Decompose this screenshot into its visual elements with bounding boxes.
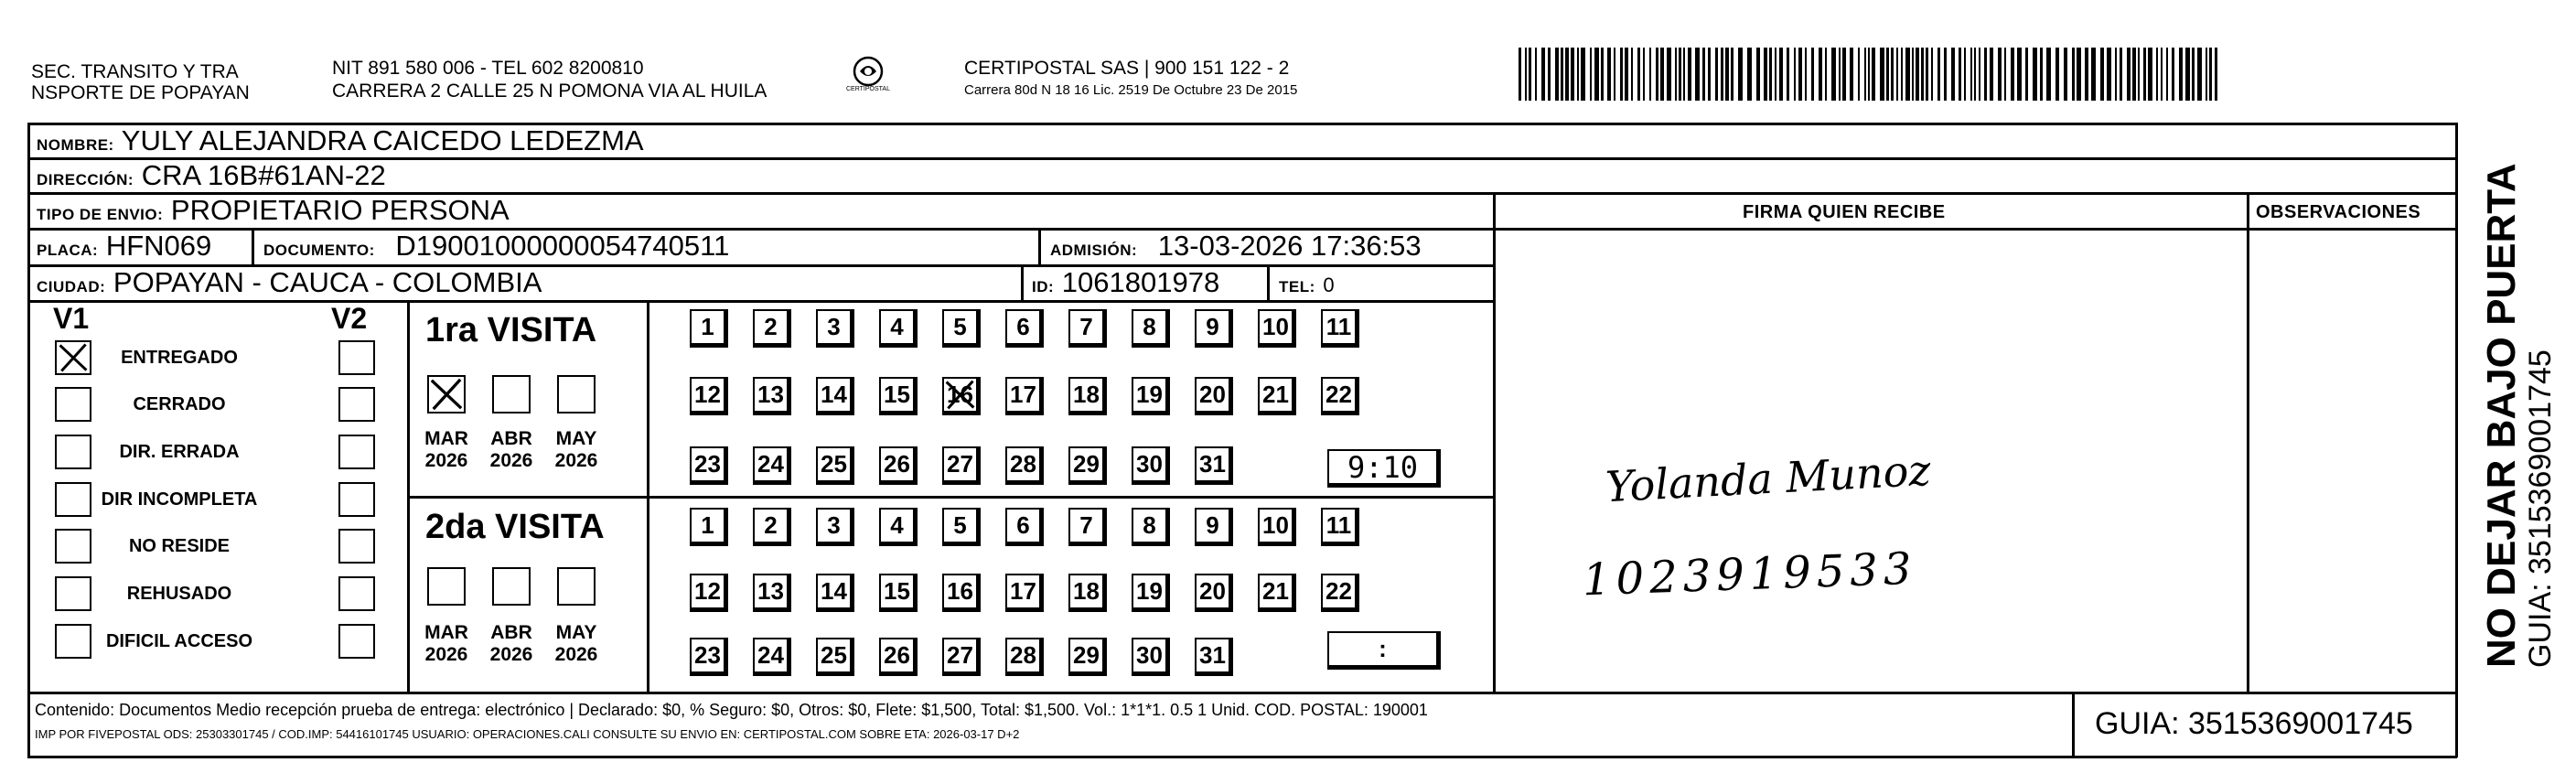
day-number: 19 <box>1136 381 1163 408</box>
id-value: 1061801978 <box>1061 266 1220 298</box>
month-name: MAR <box>424 622 468 643</box>
second-visit-day-24[interactable] <box>753 638 791 676</box>
documento-value: D19001000000054740511 <box>395 230 730 262</box>
day-number: 13 <box>757 381 784 408</box>
first-visit-day-9[interactable] <box>1195 309 1233 348</box>
ciudad-value: POPAYAN - CAUCA - COLOMBIA <box>113 266 542 298</box>
placa-value: HFN069 <box>105 230 212 262</box>
second-visit-day-7[interactable] <box>1068 508 1107 546</box>
first-visit-title: 1ra VISITA <box>425 311 597 349</box>
first-visit-day-10[interactable] <box>1258 309 1296 348</box>
tel-label: TEL: <box>1279 278 1315 295</box>
day-number: 24 <box>757 641 784 669</box>
day-number: 29 <box>1073 450 1100 478</box>
month-name: MAY <box>555 622 597 643</box>
sender-line-1: SEC. TRANSITO Y TRA <box>31 61 239 82</box>
second-visit-day-21[interactable] <box>1258 574 1296 612</box>
v1-checkbox-entregado[interactable] <box>55 340 91 375</box>
first-visit-day-29[interactable] <box>1068 446 1107 485</box>
day-number: 22 <box>1326 381 1352 408</box>
admision-cell <box>1050 230 1422 267</box>
day-number: 10 <box>1262 313 1289 340</box>
v1-checkbox-cerrado[interactable] <box>55 387 91 422</box>
first-visit-day-19[interactable] <box>1132 377 1170 415</box>
status-label-dificil-acceso: DIFICIL ACCESO <box>105 631 252 651</box>
day-number: 17 <box>1010 577 1036 605</box>
month-year: 2026 <box>489 450 533 471</box>
day-number: 1 <box>701 313 714 340</box>
ciudad-label: CIUDAD: <box>37 278 106 295</box>
day-number: 16 <box>947 577 973 605</box>
tipo-label: TIPO DE ENVIO: <box>37 206 164 223</box>
second-visit-month-mar-label <box>417 622 476 666</box>
month-year: 2026 <box>424 644 468 665</box>
day-number: 3 <box>827 313 841 340</box>
day-number: 20 <box>1199 577 1226 605</box>
second-visit-month-abr-label <box>482 622 541 666</box>
status-label-no-reside: NO RESIDE <box>128 536 231 556</box>
day-number: 28 <box>1010 641 1036 669</box>
placa-cell <box>37 230 211 267</box>
day-number: 3 <box>827 511 841 539</box>
day-number: 18 <box>1073 381 1100 408</box>
nombre-value: YULY ALEJANDRA CAICEDO LEDEZMA <box>121 124 644 156</box>
first-visit-day-8[interactable] <box>1132 309 1170 348</box>
month-year: 2026 <box>489 644 533 665</box>
first-visit-day-5[interactable] <box>942 309 981 348</box>
second-visit-day-22[interactable] <box>1321 574 1359 612</box>
day-number: 2 <box>764 313 778 340</box>
side-label <box>2481 163 2558 668</box>
second-visit-month-may-label <box>547 622 606 666</box>
first-visit-day-4[interactable] <box>879 309 918 348</box>
direccion-value: CRA 16B#61AN-22 <box>141 159 386 191</box>
day-number: 4 <box>890 313 904 340</box>
tel-value: 0 <box>1323 274 1335 296</box>
first-visit-day-1[interactable] <box>690 309 728 348</box>
first-visit-time-box[interactable] <box>1327 449 1441 488</box>
day-number: 27 <box>947 641 973 669</box>
month-year: 2026 <box>554 450 598 471</box>
first-visit-month-abr-label <box>482 428 541 472</box>
carrier-line-1: CERTIPOSTAL SAS | 900 151 122 - 2 <box>964 58 1290 79</box>
certipostal-logo <box>842 53 895 97</box>
v2-checkbox-rehusado[interactable] <box>338 576 375 611</box>
second-visit-day-29[interactable] <box>1068 638 1107 676</box>
nit-line-1: NIT 891 580 006 - TEL 602 8200810 <box>332 58 644 79</box>
day-number: 30 <box>1136 450 1163 478</box>
second-visit-day-20[interactable] <box>1195 574 1233 612</box>
second-visit-month-may-checkbox[interactable] <box>557 567 596 606</box>
day-number: 6 <box>1016 511 1030 539</box>
v2-label: V2 <box>331 302 368 335</box>
day-number: 31 <box>1199 641 1226 669</box>
day-number: 12 <box>694 577 721 605</box>
first-visit-day-11[interactable] <box>1321 309 1359 348</box>
footer-print-info: IMP POR FIVEPOSTAL ODS: 25303301745 / COD.IMP: 54416101745 USUARIO: OPERACIONES.CALI CONSULTE SU ENVIO EN: CERTIPOSTAL.COM SOBRE ETA: 2026-03-17 D+2 <box>35 727 1020 741</box>
v2-checkbox-no-reside[interactable] <box>338 529 375 564</box>
second-visit-day-13[interactable] <box>753 574 791 612</box>
first-visit-day-21[interactable] <box>1258 377 1296 415</box>
day-number: 29 <box>1073 641 1100 669</box>
second-visit-day-17[interactable] <box>1005 574 1044 612</box>
second-visit-time-box[interactable] <box>1327 631 1441 670</box>
day-number: 15 <box>884 381 910 408</box>
day-number: 9 <box>1206 511 1219 539</box>
first-visit-month-may-checkbox[interactable] <box>557 375 596 413</box>
month-name: MAY <box>555 428 597 449</box>
day-number: 17 <box>1010 381 1036 408</box>
day-number: 5 <box>953 511 967 539</box>
status-label-cerrado: CERRADO <box>133 394 226 414</box>
footer-guia: GUIA: 3515369001745 <box>2095 706 2413 741</box>
v2-checkbox-dir-incompleta[interactable] <box>338 482 375 517</box>
day-number: 26 <box>884 641 910 669</box>
second-visit-day-12[interactable] <box>690 574 728 612</box>
status-label-dir-incompleta: DIR INCOMPLETA <box>101 489 258 510</box>
second-visit-day-4[interactable] <box>879 508 918 546</box>
first-visit-day-26[interactable] <box>879 446 918 485</box>
first-visit-day-12[interactable] <box>690 377 728 415</box>
day-number: 4 <box>890 511 904 539</box>
day-number: 25 <box>821 450 847 478</box>
first-visit-day-14[interactable] <box>816 377 854 415</box>
second-visit-day-27[interactable] <box>942 638 981 676</box>
second-visit-day-11[interactable] <box>1321 508 1359 546</box>
documento-label: DOCUMENTO: <box>263 242 375 259</box>
signature-number: 1023919533 <box>1582 542 1918 607</box>
first-visit-day-3[interactable] <box>816 309 854 348</box>
second-visit-day-18[interactable] <box>1068 574 1107 612</box>
status-label-rehusado: REHUSADO <box>126 584 232 604</box>
tipo-row <box>37 194 510 231</box>
id-cell <box>1032 266 1219 304</box>
tel-cell <box>1279 266 1335 304</box>
v2-checkbox-cerrado[interactable] <box>338 387 375 422</box>
month-year: 2026 <box>554 644 598 665</box>
second-visit-day-15[interactable] <box>879 574 918 612</box>
second-visit-title: 2da VISITA <box>425 508 605 546</box>
status-label-dir-errada: DIR. ERRADA <box>119 442 240 462</box>
placa-label: PLACA: <box>37 242 99 259</box>
observaciones-header: OBSERVACIONES <box>2256 202 2421 222</box>
day-number: 28 <box>1010 450 1036 478</box>
status-label-entregado: ENTREGADO <box>121 348 238 368</box>
month-name: ABR <box>490 428 532 449</box>
first-visit-day-22[interactable] <box>1321 377 1359 415</box>
admision-label: ADMISIÓN: <box>1050 242 1138 259</box>
signature-name: Yolanda Munoz <box>1604 445 1932 512</box>
second-visit-time: : <box>1379 635 1387 662</box>
second-visit-day-5[interactable] <box>942 508 981 546</box>
first-visit-day-30[interactable] <box>1132 446 1170 485</box>
day-number: 18 <box>1073 577 1100 605</box>
footer-content: Contenido: Documentos Medio recepción prueba de entrega: electrónico | Declarado: $0, % Seguro: $0, Otros: $0, Flete: $1,500, Total: $1,500. Vol.: 1*1*1. 0.5 1 Unid. COD. POSTAL: 190001 <box>35 701 1428 719</box>
admision-value: 13-03-2026 17:36:53 <box>1157 230 1422 262</box>
first-visit-day-15[interactable] <box>879 377 918 415</box>
carrier-line-2: Carrera 80d N 18 16 Lic. 2519 De Octubre 23 De 2015 <box>964 82 1298 98</box>
month-name: ABR <box>490 622 532 643</box>
day-number: 6 <box>1016 313 1030 340</box>
day-number: 14 <box>821 381 847 408</box>
second-visit-day-14[interactable] <box>816 574 854 612</box>
day-number: 23 <box>694 641 721 669</box>
v1-checkbox-rehusado[interactable] <box>55 576 91 611</box>
nit-line-2: CARRERA 2 CALLE 25 N POMONA VIA AL HUILA <box>332 81 767 102</box>
v2-checkbox-dir-errada[interactable] <box>338 435 375 469</box>
day-number: 11 <box>1326 313 1352 340</box>
second-visit-day-16[interactable] <box>942 574 981 612</box>
day-number: 1 <box>701 511 714 539</box>
first-visit-month-mar-label <box>417 428 476 472</box>
day-number: 21 <box>1262 381 1289 408</box>
day-number: 27 <box>947 450 973 478</box>
ciudad-cell <box>37 266 542 304</box>
first-visit-day-23[interactable] <box>690 446 728 485</box>
v1-checkbox-dir-incompleta[interactable] <box>55 482 91 517</box>
direccion-label: DIRECCIÓN: <box>37 171 134 188</box>
day-number: 31 <box>1199 450 1226 478</box>
day-number: 20 <box>1199 381 1226 408</box>
id-label: ID: <box>1032 278 1055 295</box>
day-number: 14 <box>821 577 847 605</box>
first-visit-day-17[interactable] <box>1005 377 1044 415</box>
logo-text: CERTIPOSTAL <box>846 86 890 92</box>
day-number: 22 <box>1326 577 1352 605</box>
day-number: 8 <box>1143 313 1156 340</box>
first-visit-day-20[interactable] <box>1195 377 1233 415</box>
day-number: 2 <box>764 511 778 539</box>
day-number: 21 <box>1262 577 1289 605</box>
second-visit-day-2[interactable] <box>753 508 791 546</box>
day-number: 15 <box>884 577 910 605</box>
second-visit-month-mar-checkbox[interactable] <box>427 567 466 606</box>
day-number: 8 <box>1143 511 1156 539</box>
side-guia: GUIA: 3515369001745 <box>2523 349 2558 668</box>
first-visit-day-2[interactable] <box>753 309 791 348</box>
first-visit-month-may-label <box>547 428 606 472</box>
second-visit-day-30[interactable] <box>1132 638 1170 676</box>
second-visit-day-26[interactable] <box>879 638 918 676</box>
first-visit-day-24[interactable] <box>753 446 791 485</box>
second-visit-day-3[interactable] <box>816 508 854 546</box>
nombre-row <box>37 124 644 162</box>
second-visit-day-1[interactable] <box>690 508 728 546</box>
day-number: 23 <box>694 450 721 478</box>
tipo-value: PROPIETARIO PERSONA <box>170 194 510 226</box>
v1-label: V1 <box>53 302 90 335</box>
day-number: 7 <box>1079 313 1093 340</box>
second-visit-month-abr-checkbox[interactable] <box>492 567 531 606</box>
side-title: NO DEJAR BAJO PUERTA <box>2479 163 2524 668</box>
v1-checkbox-dificil-acceso[interactable] <box>55 624 91 659</box>
first-visit-day-7[interactable] <box>1068 309 1107 348</box>
v1-checkbox-no-reside[interactable] <box>55 529 91 564</box>
month-year: 2026 <box>424 450 468 471</box>
first-visit-day-16[interactable] <box>942 377 981 415</box>
second-visit-day-9[interactable] <box>1195 508 1233 546</box>
day-number: 7 <box>1079 511 1093 539</box>
first-visit-month-mar-checkbox[interactable] <box>427 375 466 413</box>
day-number: 11 <box>1326 511 1352 539</box>
second-visit-day-19[interactable] <box>1132 574 1170 612</box>
firma-header: FIRMA QUIEN RECIBE <box>1743 202 1946 222</box>
documento-cell <box>263 230 729 267</box>
direccion-row <box>37 159 386 197</box>
nombre-label: NOMBRE: <box>37 136 114 154</box>
first-visit-day-18[interactable] <box>1068 377 1107 415</box>
sender-line-2: NSPORTE DE POPAYAN <box>31 82 250 103</box>
day-number: 16 <box>947 381 973 408</box>
month-name: MAR <box>424 428 468 449</box>
v1-checkbox-dir-errada[interactable] <box>55 435 91 469</box>
first-visit-day-13[interactable] <box>753 377 791 415</box>
second-visit-day-6[interactable] <box>1005 508 1044 546</box>
day-number: 5 <box>953 313 967 340</box>
first-visit-day-28[interactable] <box>1005 446 1044 485</box>
day-number: 13 <box>757 577 784 605</box>
second-visit-day-28[interactable] <box>1005 638 1044 676</box>
day-number: 30 <box>1136 641 1163 669</box>
first-visit-day-6[interactable] <box>1005 309 1044 348</box>
day-number: 25 <box>821 641 847 669</box>
day-number: 10 <box>1262 511 1289 539</box>
day-number: 24 <box>757 450 784 478</box>
second-visit-day-25[interactable] <box>816 638 854 676</box>
first-visit-day-25[interactable] <box>816 446 854 485</box>
v2-checkbox-dificil-acceso[interactable] <box>338 624 375 659</box>
first-visit-time: 9:10 <box>1347 449 1419 485</box>
first-visit-day-27[interactable] <box>942 446 981 485</box>
day-number: 19 <box>1136 577 1163 605</box>
first-visit-month-abr-checkbox[interactable] <box>492 375 531 413</box>
second-visit-day-23[interactable] <box>690 638 728 676</box>
barcode <box>1519 48 2223 101</box>
day-number: 26 <box>884 450 910 478</box>
second-visit-day-10[interactable] <box>1258 508 1296 546</box>
day-number: 12 <box>694 381 721 408</box>
second-visit-day-31[interactable] <box>1195 638 1233 676</box>
day-number: 9 <box>1206 313 1219 340</box>
v2-checkbox-entregado[interactable] <box>338 340 375 375</box>
second-visit-day-8[interactable] <box>1132 508 1170 546</box>
first-visit-day-31[interactable] <box>1195 446 1233 485</box>
